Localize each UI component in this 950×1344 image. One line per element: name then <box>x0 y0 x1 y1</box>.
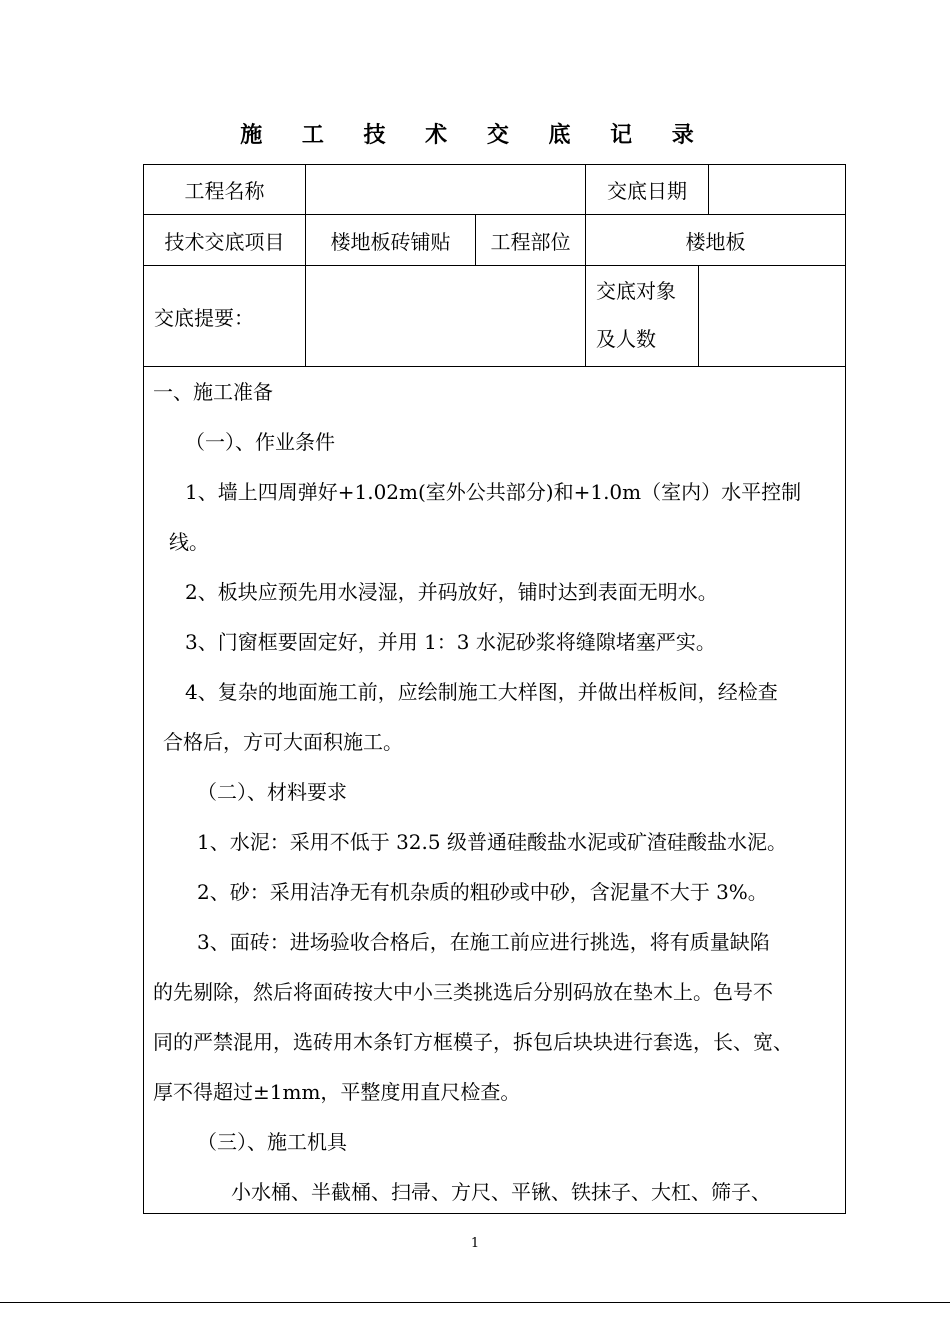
part-value: 楼地板 <box>685 229 746 254</box>
paragraph-line: 2、板块应预先用水浸湿，并码放好，铺时达到表面无明水。 <box>185 580 718 604</box>
page-number: 1 <box>470 1236 480 1251</box>
paragraph-line: 2、砂：采用洁净无有机杂质的粗砂或中砂，含泥量不大于 3%。 <box>197 880 768 904</box>
document-title: 施 工 技 术 交 底 记 录 <box>240 122 710 148</box>
paragraph-line: 线。 <box>169 530 209 554</box>
item-label: 技术交底项目 <box>164 229 285 254</box>
paragraph-line: 4、复杂的地面施工前，应绘制施工大样图，并做出样板间，经检查 <box>185 680 778 704</box>
subsection-heading: （二）、材料要求 <box>197 780 347 804</box>
date-label: 交底日期 <box>607 179 687 203</box>
summary-value <box>306 266 585 366</box>
paragraph-line: 小水桶、半截桶、扫帚、方尺、平锹、铁抹子、大杠、筛子、 <box>231 1180 771 1204</box>
project-name-label: 工程名称 <box>184 179 265 203</box>
date-value <box>709 165 845 214</box>
paragraph-line: 1、墙上四周弹好+1.02m(室外公共部分)和+1.0m（室内）水平控制 <box>185 480 802 504</box>
section-heading: 一、施工准备 <box>153 380 273 404</box>
project-name-value <box>306 165 585 214</box>
paragraph-line: 厚不得超过±1mm，平整度用直尺检查。 <box>153 1080 521 1104</box>
subsection-heading: （三）、施工机具 <box>197 1130 347 1154</box>
target-value <box>699 266 845 366</box>
paragraph-line: 3、面砖：进场验收合格后，在施工前应进行挑选，将有质量缺陷 <box>197 930 770 954</box>
paragraph-line: 3、门窗框要固定好，并用 1：3 水泥砂浆将缝隙堵塞严实。 <box>185 630 716 654</box>
target-label-line2: 及人数 <box>596 326 656 351</box>
paragraph-line: 合格后，方可大面积施工。 <box>163 730 403 754</box>
footer-divider <box>0 1302 950 1303</box>
paragraph-line: 的先剔除，然后将面砖按大中小三类挑选后分别码放在垫木上。色号不 <box>153 980 773 1004</box>
item-value: 楼地板砖铺贴 <box>330 229 451 254</box>
subsection-heading: （一）、作业条件 <box>185 430 335 454</box>
paragraph-line: 同的严禁混用，选砖用木条钉方框模子，拆包后块块进行套选，长、宽、 <box>153 1030 793 1054</box>
summary-label: 交底提要： <box>154 305 254 330</box>
paragraph-line: 1、水泥：采用不低于 32.5 级普通硅酸盐水泥或矿渣硅酸盐水泥。 <box>197 830 787 854</box>
row-divider <box>144 366 845 367</box>
target-label-line1: 交底对象 <box>596 278 676 303</box>
part-label: 工程部位 <box>490 229 571 254</box>
